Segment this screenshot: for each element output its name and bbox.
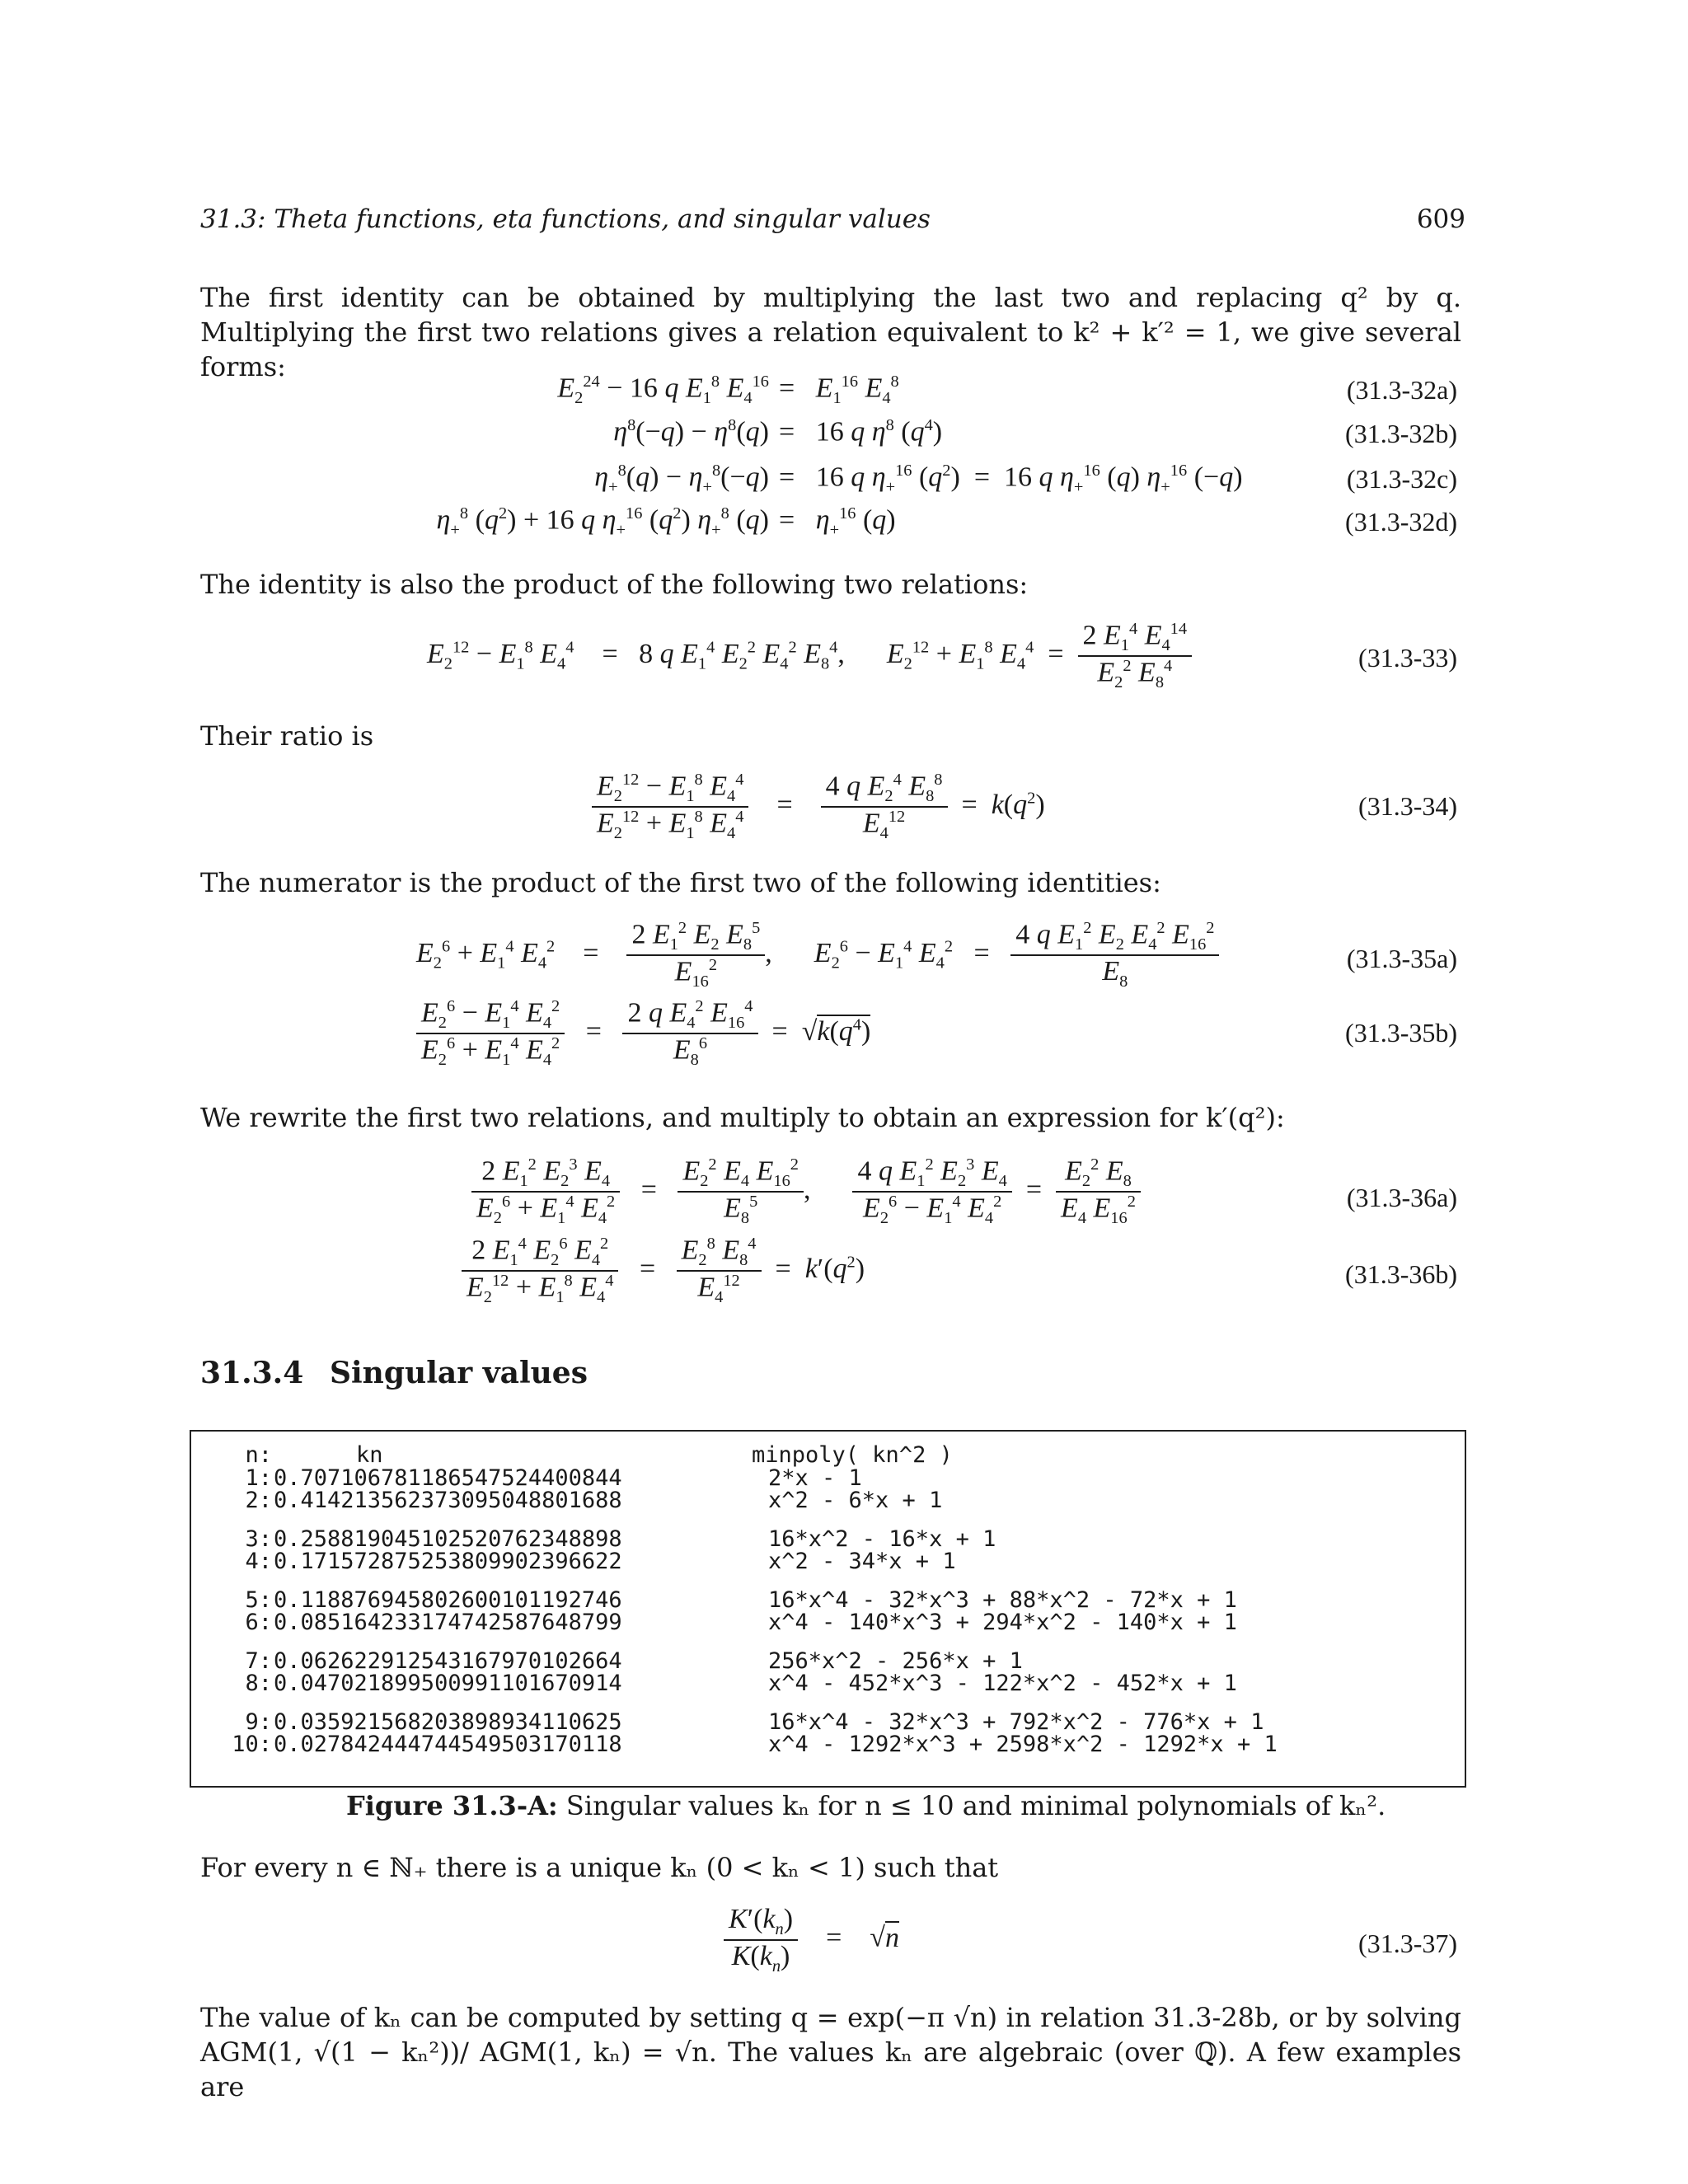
figure-caption bbox=[346, 1790, 1386, 1821]
figure-row-kn: 0.171572875253809902396622 bbox=[274, 1549, 622, 1574]
equation-number-36a: (31.3-36a) bbox=[1346, 1183, 1457, 1212]
figure-row-kn: 0.035921568203898934110625 bbox=[274, 1709, 622, 1735]
figure-row-poly: 16*x^4 - 32*x^3 + 792*x^2 - 776*x + 1 bbox=[768, 1709, 1264, 1735]
equation-number-32b: (31.3-32b) bbox=[1345, 419, 1457, 448]
paragraph-5: We rewrite the first two relations, and multiply to obtain an expression for k′(q²): bbox=[200, 1102, 1285, 1133]
figure-caption-text: Singular values kₙ for n ≤ 10 and minimal polynomials of kₙ². bbox=[565, 1790, 1386, 1821]
figure-header-n: n: bbox=[245, 1442, 272, 1468]
equation-35a: $E_2^6 + E_1^4$ $E_4^2$ = $\frac{2 E_1^2 E_2 E_8^5}{E_{16}^2}$ , $E_2^6 - E_1^4$ $E_4^2$ = $\frac{4 q E_1^2 E_2 E_4^2 E_{16}^2}{E_8}$ bbox=[416, 919, 1219, 991]
paragraph-3: Their ratio is bbox=[200, 720, 374, 752]
equation-number-34: (31.3-34) bbox=[1358, 791, 1457, 821]
figure-row-poly: x^2 - 34*x + 1 bbox=[768, 1549, 956, 1574]
equation-32c-rhs: = 16 q $\eta_+^{16}$ $(q^2) = 16$ q $\eta_+^{16}$ (q) $\eta_+^{16}$ (−q) bbox=[779, 462, 1243, 497]
figure-row-kn: 0.062622912543167970102664 bbox=[274, 1648, 622, 1674]
figure-row-kn: 0.258819045102520762348898 bbox=[274, 1526, 622, 1552]
figure-row-kn: 0.047021899500991101670914 bbox=[274, 1671, 622, 1696]
figure-row-kn: 0.085164233174742587648799 bbox=[274, 1610, 622, 1635]
equation-32a-lhs: $E_2^{24} - 16$ q $E_1^8$ $E_4^{16}$ bbox=[557, 373, 769, 408]
figure-row-n: 5: bbox=[245, 1587, 272, 1613]
figure-row-n: 4: bbox=[245, 1549, 272, 1574]
equation-37: $\frac{K'(k_n)}{K(k_n)}$ = √n bbox=[724, 1904, 899, 1976]
paragraph-2: The identity is also the product of the following two relations: bbox=[200, 569, 1029, 600]
page-number: 609 bbox=[1416, 204, 1465, 234]
figure-row-kn: 0.707106781186547524400844 bbox=[274, 1465, 622, 1491]
paragraph-4: The numerator is the product of the first two of the following identities: bbox=[200, 867, 1161, 898]
section-title: Singular values bbox=[330, 1356, 588, 1390]
figure-row-n: 2: bbox=[245, 1488, 272, 1513]
figure-row-n: 6: bbox=[245, 1610, 272, 1635]
figure-row-n: 10: bbox=[232, 1732, 272, 1757]
paragraph-1: The first identity can be obtained by multiplying the last two and replacing q² by q. Multiplying the first two relations gives a relation equivalent to k² + k′² = 1, we give several forms: bbox=[200, 282, 1461, 382]
section-number: 31.3.4 bbox=[200, 1356, 304, 1390]
equation-number-35a: (31.3-35a) bbox=[1346, 944, 1457, 973]
equation-33: $E_2^{12} - E_1^8$ $E_4^4$ = 8 q $E_1^4$ $E_2^2$ $E_4^2$ $E_8^4$, $E_2^{12} + E_1^8$ $E_4^4$ = $\frac{2 E_1^4 E_4^{14}}{E_2^2 E_8^4}$ bbox=[427, 620, 1192, 692]
figure-row-poly: 256*x^2 - 256*x + 1 bbox=[768, 1648, 1023, 1674]
running-title: 31.3: Theta functions, eta functions, and singular values bbox=[200, 204, 931, 234]
figure-row-poly: 2*x - 1 bbox=[768, 1465, 862, 1491]
figure-row-n: 3: bbox=[245, 1526, 272, 1552]
equation-32b-lhs: $\eta^8(-q) - \eta^8(q)$ bbox=[613, 416, 769, 448]
equation-36b: $\frac{2 E_1^4 E_2^6 E_4^2}{E_2^{12} + E_1^8 E_4^4}$ = $\frac{E_2^8 E_8^4}{E_4^{12}}$ = $k'(q^2)$ bbox=[462, 1235, 865, 1307]
equation-number-32c: (31.3-32c) bbox=[1346, 464, 1457, 494]
equation-32d-rhs: = $\eta_+^{16}$ (q) bbox=[779, 504, 896, 540]
equation-32c-lhs: $\eta_+^8(q) - \eta_+^8(-q)$ bbox=[594, 462, 769, 497]
equation-32a-rhs: = $E_1^{16}$ $E_4^8$ bbox=[779, 373, 899, 408]
equation-32b-rhs: = 16 q $\eta^8$ $(q^4)$ bbox=[779, 416, 943, 448]
equation-number-32d: (31.3-32d) bbox=[1345, 507, 1457, 537]
figure-box bbox=[190, 1430, 1466, 1788]
figure-row-poly: x^4 - 452*x^3 - 122*x^2 - 452*x + 1 bbox=[768, 1671, 1237, 1696]
figure-caption-label: Figure 31.3-A: bbox=[346, 1790, 558, 1821]
figure-row-poly: x^4 - 1292*x^3 + 2598*x^2 - 1292*x + 1 bbox=[768, 1732, 1278, 1757]
figure-row-poly: 16*x^2 - 16*x + 1 bbox=[768, 1526, 996, 1552]
equation-number-37: (31.3-37) bbox=[1358, 1929, 1457, 1958]
equation-number-32a: (31.3-32a) bbox=[1346, 375, 1457, 405]
figure-row-poly: x^4 - 140*x^3 + 294*x^2 - 140*x + 1 bbox=[768, 1610, 1237, 1635]
equation-36a: $\frac{2 E_1^2 E_2^3 E_4}{E_2^6 + E_1^4 E_4^2}$ = $\frac{E_2^2 E_4 E_{16}^2}{E_8^5}$ , $\frac{4 q E_1^2 E_2^3 E_4}{E_2^6 - E_1^4 E_4^2}$ = $\frac{E_2^2 E_8}{E_4 E_{16}^2}$ bbox=[471, 1155, 1141, 1228]
figure-row-n: 7: bbox=[245, 1648, 272, 1674]
figure-header-poly: minpoly( kn^2 ) bbox=[752, 1442, 953, 1468]
equation-32d-lhs: $\eta_+^8$ $(q^2) + 16$ q $\eta_+^{16}$ $(q^2)$ $\eta_+^8$ (q) bbox=[436, 504, 769, 540]
equation-number-35b: (31.3-35b) bbox=[1345, 1018, 1457, 1047]
figure-row-kn: 0.414213562373095048801688 bbox=[274, 1488, 622, 1513]
equation-35b: $\frac{E_2^6 - E_1^4 E_4^2}{E_2^6 + E_1^4 E_4^2}$ = $\frac{2 q E_4^2 E_{16}^4}{E_8^6}$ = $√k(q^4)$ bbox=[416, 997, 870, 1070]
paragraph-6: For every n ∈ ℕ₊ there is a unique kₙ (0 < kₙ < 1) such that bbox=[200, 1852, 999, 1883]
figure-header-kn: kn bbox=[356, 1442, 383, 1468]
figure-row-poly: 16*x^4 - 32*x^3 + 88*x^2 - 72*x + 1 bbox=[768, 1587, 1237, 1613]
equation-number-33: (31.3-33) bbox=[1358, 643, 1457, 673]
paragraph-7: The value of kₙ can be computed by setting q = exp(−π √n) in relation 31.3-28b, or by solving AGM(1, √(1 − kₙ²))/ AGM(1, kₙ) = √n. The values kₙ are algebraic (over ℚ). A few examples are bbox=[200, 2002, 1461, 2102]
figure-row-n: 1: bbox=[245, 1465, 272, 1491]
figure-row-poly: x^2 - 6*x + 1 bbox=[768, 1488, 943, 1513]
figure-row-n: 8: bbox=[245, 1671, 272, 1696]
figure-row-kn: 0.027842444744549503170118 bbox=[274, 1732, 622, 1757]
figure-row-kn: 0.118876945802600101192746 bbox=[274, 1587, 622, 1613]
figure-row-n: 9: bbox=[245, 1709, 272, 1735]
equation-number-36b: (31.3-36b) bbox=[1345, 1259, 1457, 1289]
equation-34: $\frac{E_2^{12} - E_1^8 E_4^4}{E_2^{12} + E_1^8 E_4^4}$ = $\frac{4 q E_2^4 E_8^8}{E_4^{12}}$ = $k(q^2)$ bbox=[592, 771, 1045, 843]
